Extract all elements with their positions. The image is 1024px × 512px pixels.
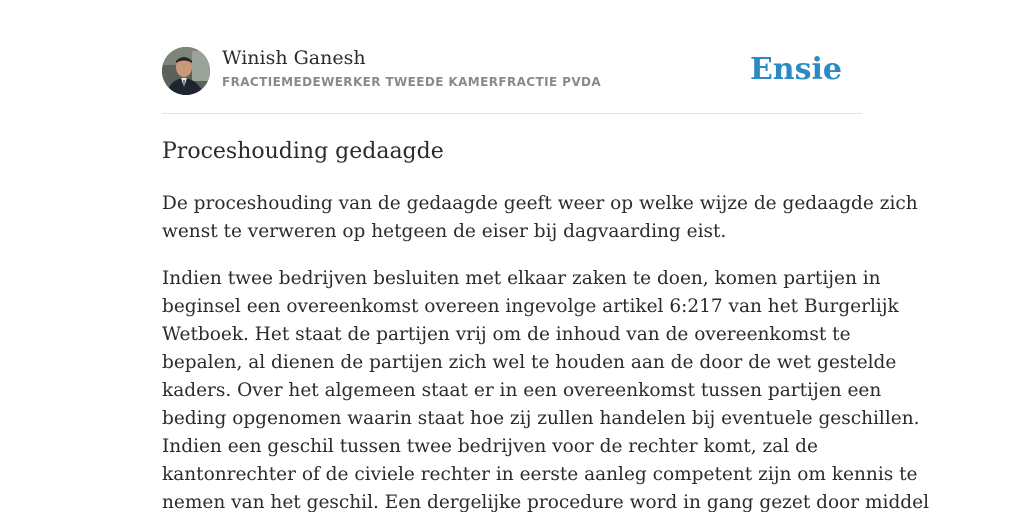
avatar-photo-icon bbox=[162, 47, 210, 95]
avatar[interactable] bbox=[162, 47, 210, 95]
paragraph-line: Indien twee bedrijven besluiten met elkaar zaken te doen, komen partijen in bbox=[162, 268, 881, 289]
paragraph-line: nemen van het geschil. Een dergelijke procedure word in gang gezet door middel bbox=[162, 492, 930, 512]
paragraph-line: beding opgenomen waarin staat hoe zij zullen handelen bij eventuele geschillen. bbox=[162, 408, 920, 429]
author-header bbox=[162, 46, 862, 96]
body-paragraph bbox=[162, 265, 930, 512]
paragraph-line: De proceshouding van de gedaagde geeft weer op welke wijze de gedaagde zich bbox=[162, 193, 918, 214]
author-name[interactable]: Winish Ganesh bbox=[222, 47, 366, 69]
header-divider bbox=[162, 113, 862, 114]
paragraph-line: Indien een geschil tussen twee bedrijven voor de rechter komt, zal de bbox=[162, 436, 818, 457]
author-role: FRACTIEMEDEWERKER TWEEDE KAMERFRACTIE PVDA bbox=[222, 75, 602, 89]
brand-logo[interactable]: Ensie bbox=[749, 52, 842, 87]
paragraph-line: kaders. Over het algemeen staat er in een overeenkomst tussen partijen een bbox=[162, 380, 882, 401]
page-title: Proceshouding gedaagde bbox=[162, 139, 444, 164]
paragraph-line: kantonrechter of de civiele rechter in eerste aanleg competent zijn om kennis te bbox=[162, 464, 918, 485]
paragraph-line: beginsel een overeenkomst overeen ingevolge artikel 6:217 van het Burgerlijk bbox=[162, 296, 899, 317]
paragraph-line: Wetboek. Het staat de partijen vrij om de inhoud van de overeenkomst te bbox=[162, 324, 851, 345]
paragraph-line: wenst te verweren op hetgeen de eiser bij dagvaarding eist. bbox=[162, 221, 727, 242]
intro-paragraph bbox=[162, 190, 918, 246]
paragraph-line: bepalen, al dienen de partijen zich wel te houden aan de door de wet gestelde bbox=[162, 352, 897, 373]
